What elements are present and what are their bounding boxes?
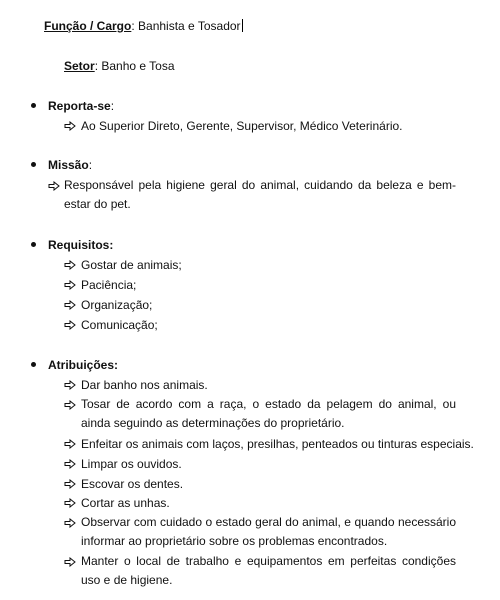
arrow-right-icon [64,380,76,390]
duty-item: Escovar os dentes. [81,477,184,491]
duty-item: Manter o local de trabalho e equipamentos em perfeitas condições uso e de higiene. [81,554,456,587]
arrow-right-icon [64,439,76,449]
requirement-item: Paciência; [81,278,137,292]
arrow-right-icon [64,479,76,489]
sector-line: Setor: Banho e Tosa [64,59,175,73]
arrow-right-icon [64,400,76,410]
arrow-right-icon [48,181,60,191]
reports-item: Ao Superior Direto, Gerente, Supervisor, Médico Veterinário. [81,119,403,133]
mission-text: Responsável pela higiene geral do animal, cuidando da beleza e bem-estar do pet. [64,178,456,211]
arrow-right-icon [64,498,76,508]
arrow-right-icon [64,300,76,310]
mission-heading: Missão: [48,158,93,172]
arrow-right-icon [64,320,76,330]
arrow-right-icon [64,459,76,469]
arrow-right-icon [64,260,76,270]
duty-item: Dar banho nos animais. [81,378,208,392]
bullet-icon [31,242,36,247]
text-caret [242,19,243,32]
sector-value: Banho e Tosa [101,59,175,73]
role-line: Função / Cargo: Banhista e Tosador [44,19,241,33]
arrow-right-icon [64,557,76,567]
reports-title: Reporta-se [48,99,111,113]
arrow-right-icon [64,121,76,131]
requirements-title: Requisitos: [48,238,114,252]
arrow-right-icon [64,518,76,528]
role-label: Função / Cargo [44,19,132,33]
arrow-right-icon [64,280,76,290]
mission-title: Missão [48,158,89,172]
requirement-item: Organização; [81,298,153,312]
sector-label: Setor [64,59,95,73]
reports-heading: Reporta-se: [48,99,115,113]
bullet-icon [31,162,36,167]
bullet-icon [31,103,36,108]
duty-item: Tosar de acordo com a raça, o estado da pelagem do animal, ou ainda seguindo as determinações do proprietário. [81,397,456,430]
duty-item: Cortar as unhas. [81,496,170,510]
duties-title: Atribuições: [48,358,119,372]
duty-item: Enfeitar os animais com laços, presilhas, penteados ou tinturas especiais. [81,437,474,451]
duty-item: Observar com cuidado o estado geral do animal, e quando necessário informar ao proprietário sobre os problemas encontrados. [81,515,456,548]
role-value: Banhista e Tosador [138,19,241,33]
requirement-item: Gostar de animais; [81,258,182,272]
bullet-icon [31,362,36,367]
requirement-item: Comunicação; [81,318,158,332]
duty-item: Limpar os ouvidos. [81,457,182,471]
